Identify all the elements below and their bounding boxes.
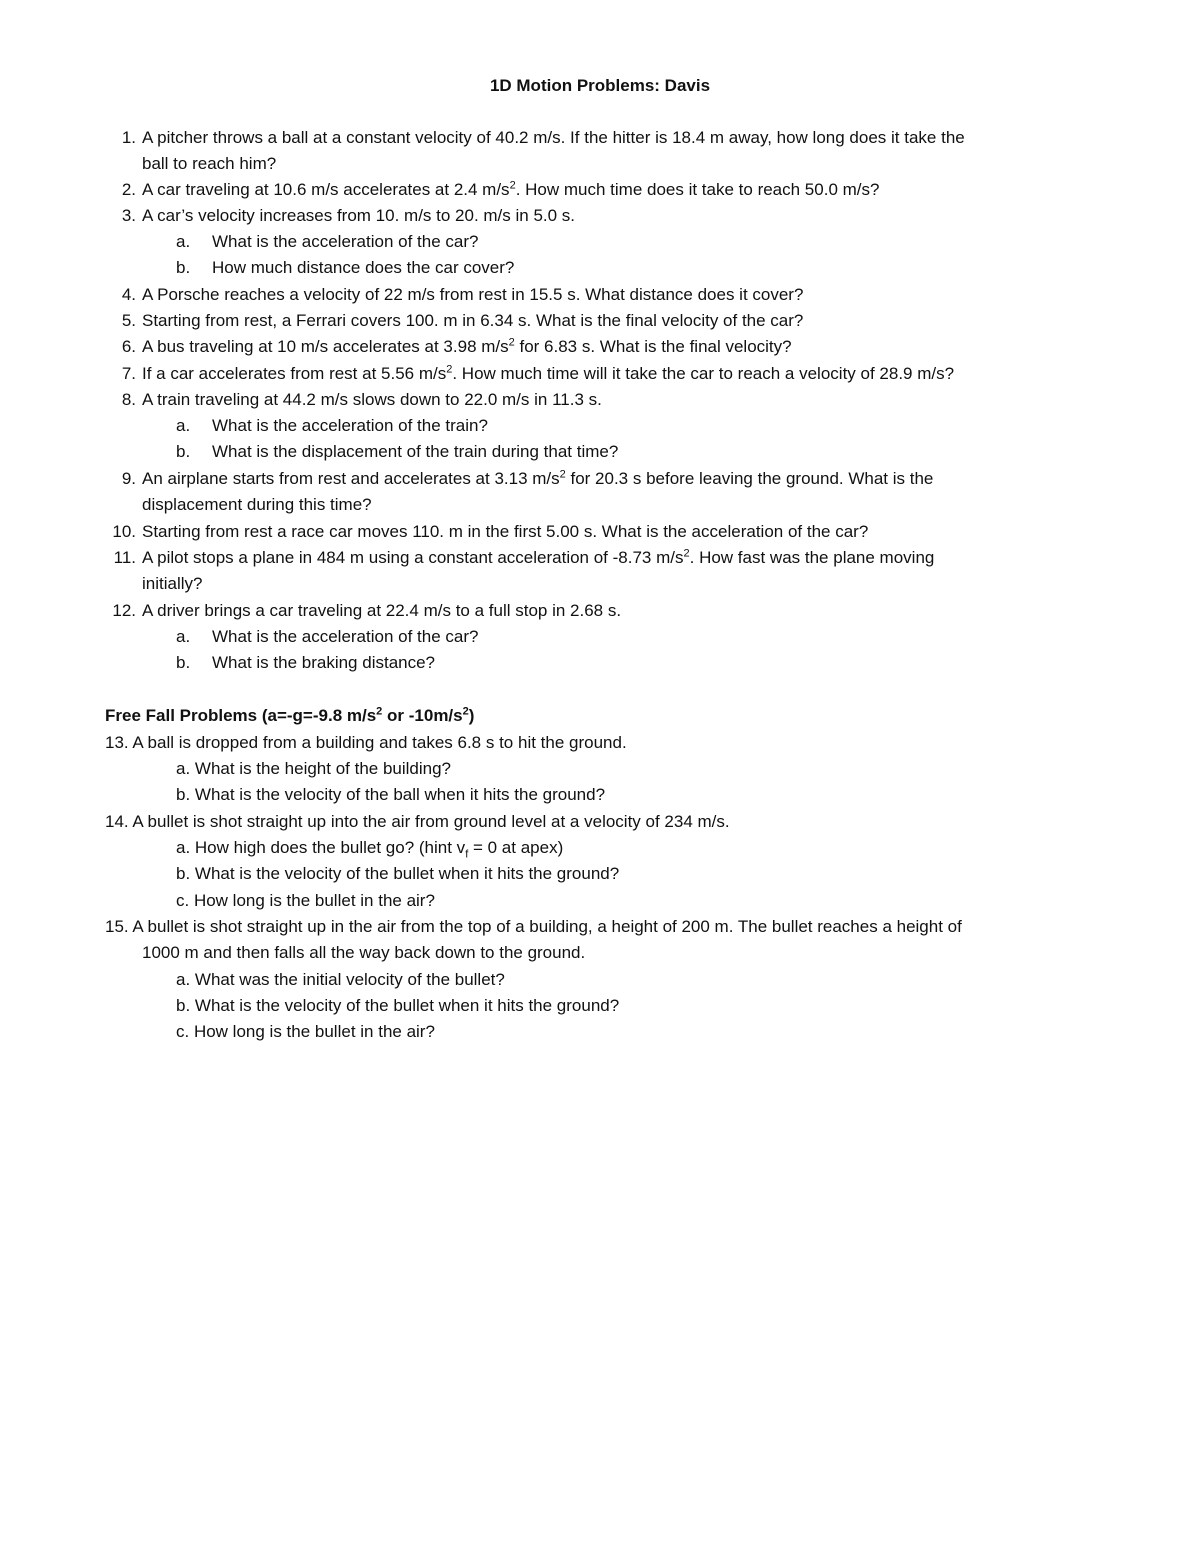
problem-8b: b. What is the displacement of the train during that time? — [176, 442, 619, 461]
problem-13: 13. A ball is dropped from a building and takes 6.8 s to hit the ground. — [105, 733, 627, 752]
problem-14: 14. A bullet is shot straight up into the air from ground level at a velocity of 234 m/s. — [105, 812, 730, 831]
document-page: 1D Motion Problems: Davis 1. A pitcher throws a ball at a constant velocity of 40.2 m/s. If the hitter is 18.4 m away, how long does it take the ball to reach him? 2. A car traveling at 10.6 m/s accelerates at 2.4 $m/s^2$. How much time does it take to reach 50.0 m/s? 3. A car’s velocity increases from 10. m/s to 20. m/s in 5.0 s. a. What is the acceleration of the car? b. How much distance does the car cover? 4. A Porsche reaches a velocity of 22 m/s from rest in 15.5 s. What distance does it cover? 5. Starting from rest, a Ferrari covers 100. m in 6.34 s. What is the final velocity of the car? 6. A bus traveling at 10 m/s accelerates at 3.98 $m/s^2$ for 6.83 s. What is the final velocity? 7. If a car accelerates from rest at 5.56 $m/s^2$. How much time will it take the car to reach a velocity of 28.9 m/s? 8. A train traveling at 44.2 m/s slows down to 22.0 m/s in 11.3 s. a. What is the acceleration of the train? b. What is the displacement of the train during that time? 9. An airplane starts from rest and accelerates at 3.13 $m/s^2$ for 20.3 s before leaving the ground. What is the displacement during this time? 10. Starting from rest a race car moves 110. m in the first 5.00 s. What is the acceleration of the car? 11. A pilot stops a plane in 484 m using a constant acceleration of -8.73 $m/s^2$. How fast was the plane moving initially? 12. A driver brings a car traveling at 22.4 m/s to a full stop in 2.68 s. a. What is the acceleration of the car? b. What is the braking distance? Free Fall Problems (a=-g=-9.8 $m/s^2$ or $-10m/s^2$) 13. A ball is dropped from a building and takes 6.8 s to hit the ground. a. What is the height of the building? b. What is the velocity of the ball when it hits the ground? 14. A bullet is shot straight up into the air from ground level at a velocity of 234 m/s. a. How high does the bullet go? (hint $v_f = 0$ at apex) b. What is the velocity of the bullet when it hits the ground? c. How long is the bullet in the air? 15. A bullet is shot straight up in the air from the top of a building, a height of 200 m. The bullet reaches a height of 1000 m and then falls all the way back down to the ground. a. What was the initial velocity of the bullet? b. What is the velocity of the bullet when it hits the ground? c. How long is the bullet in the air? — [0, 0, 1200, 1553]
problem-14c: c. How long is the bullet in the air? — [176, 891, 435, 910]
problem-11-line-2: initially? — [142, 574, 203, 593]
problem-13a: a. What is the height of the building? — [176, 759, 452, 778]
problem-15b: b. What is the velocity of the bullet when it hits the ground? — [176, 996, 620, 1015]
problem-15-line-2: 1000 m and then falls all the way back down to the ground. — [142, 943, 586, 962]
problem-15: 15. A bullet is shot straight up in the air from the top of a building, a height of 200 m. The bullet reaches a height of — [105, 917, 962, 936]
problem-14b: b. What is the velocity of the bullet when it hits the ground? — [176, 864, 620, 883]
page-title: 1D Motion Problems: Davis — [489, 76, 711, 95]
problem-15a: a. What was the initial velocity of the bullet? — [176, 970, 505, 989]
problem-1-line-2: ball to reach him? — [142, 154, 277, 173]
problem-3b: b. How much distance does the car cover? — [176, 258, 515, 277]
problem-15c: c. How long is the bullet in the air? — [176, 1022, 435, 1041]
problem-9-line-2: displacement during this time? — [142, 495, 372, 514]
problem-12a: a. What is the acceleration of the car? — [176, 627, 479, 646]
problem-12b: b. What is the braking distance? — [176, 653, 436, 672]
problem-13b: b. What is the velocity of the ball when it hits the ground? — [176, 785, 606, 804]
problem-14a: a. How high does the bullet go? (hint $v_f = 0$ at apex) — [176, 838, 564, 861]
problem-8a: a. What is the acceleration of the train? — [176, 416, 488, 435]
free-fall-heading: Free Fall Problems (a=-g=-9.8 $m/s^2$ or $-10m/s^2$) — [105, 705, 475, 725]
problem-3a: a. What is the acceleration of the car? — [176, 232, 479, 251]
